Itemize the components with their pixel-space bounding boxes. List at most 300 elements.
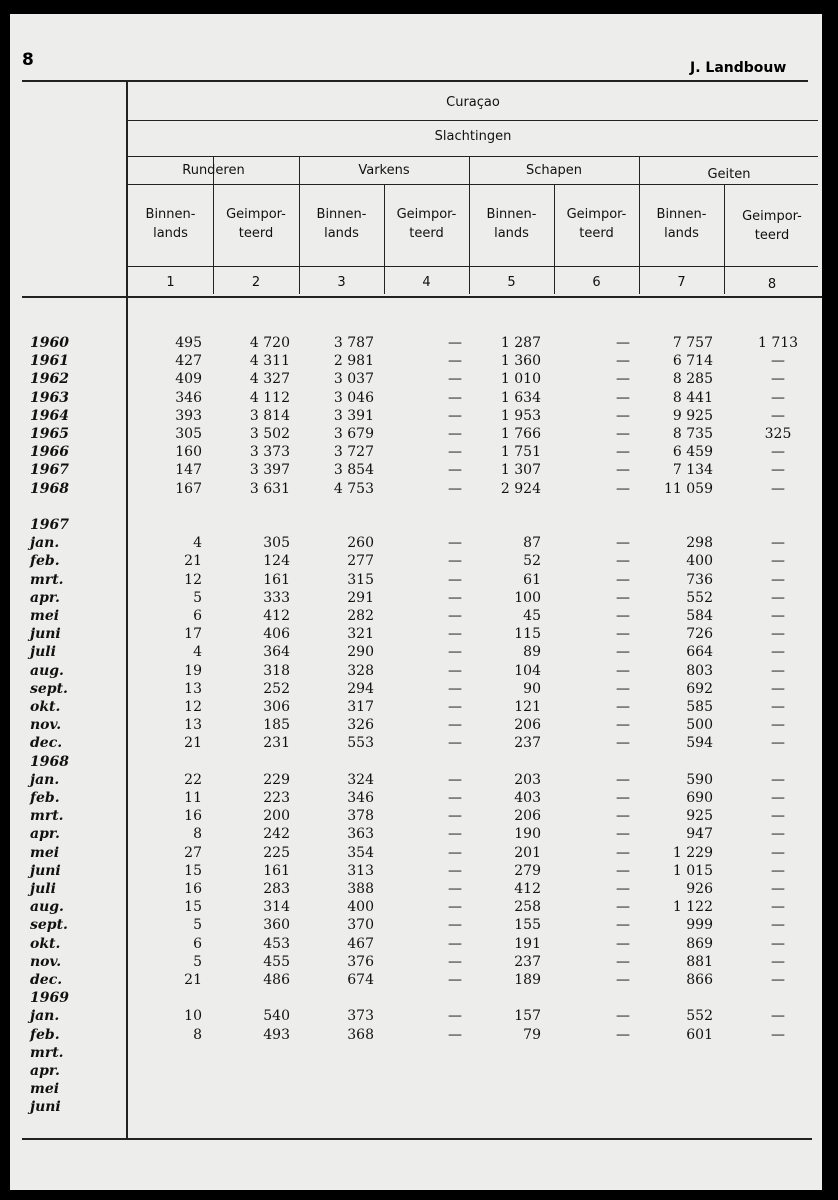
table-cell: 947 [686,826,713,843]
table-cell: 12 [184,699,202,715]
row-label: sept. [30,917,68,934]
table-cell-dash: — [448,444,462,461]
table-cell-dash: — [771,917,785,934]
table-cell-dash: — [448,1026,462,1043]
table-cell: 726 [686,626,713,643]
table-cell-dash: — [448,462,462,479]
table-row [10,1027,822,1045]
table-cell: 393 [175,407,202,424]
table-cell: 6 714 [672,353,713,370]
table-cell: 8 [193,1026,202,1043]
table-cell-dash: — [616,353,630,370]
table-cell-dash: — [616,462,630,479]
table-cell-dash: — [771,662,785,679]
table-cell: 12 [184,571,202,588]
table-cell-dash: — [448,917,462,934]
table-row [10,1045,822,1063]
table-cell-dash: — [616,535,630,552]
table-cell-dash: — [448,608,462,624]
table-cell: 552 [686,589,713,606]
table-cell-dash: — [448,717,462,734]
table-cell-dash: — [616,335,630,351]
table-cell: 373 [347,1008,374,1025]
table-cell: 403 [514,790,541,806]
table-cell: 803 [686,662,713,679]
table-row [10,881,822,899]
table-row [10,917,822,935]
table-cell: 400 [686,553,713,570]
table-cell: 16 [184,808,202,825]
table-cell: 552 [686,1008,713,1025]
table-cell: 282 [347,608,374,624]
table-cell-dash: — [448,426,462,442]
table-cell-dash: — [448,935,462,952]
table-row [10,899,822,917]
table-cell: 242 [263,826,290,843]
row-label: juli [30,644,56,661]
table-cell-dash: — [448,680,462,697]
table-cell-dash: — [448,571,462,588]
table-cell: 1 360 [500,353,541,370]
table-cell-dash: — [616,972,630,988]
running-header: J. Landbouw [690,60,787,76]
table-cell-dash: 325 [764,426,792,442]
row-label: 1960 [30,335,69,351]
table-cell: 27 [184,844,202,861]
table-cell: 1 751 [500,444,541,461]
table-cell: 406 [263,626,290,643]
table-cell: 21 [184,553,202,570]
table-cell-dash: — [616,571,630,588]
table-cell: 3 391 [333,407,374,424]
table-cell: 7 757 [672,335,713,351]
subheader-geimporteerd: Geimpor- teerd [742,209,802,243]
table-cell: 3 502 [249,426,290,442]
table-cell: 1 307 [500,462,541,479]
table-cell: 409 [175,371,202,388]
table-cell-dash: — [771,935,785,952]
table-cell-dash: — [448,389,462,406]
row-label: apr. [30,589,60,606]
row-label: dec. [30,972,63,988]
table-cell: 277 [347,553,374,570]
table-row [10,735,822,753]
table-cell-dash: — [616,553,630,570]
table-cell: 427 [175,353,202,370]
table-cell-dash: — [616,808,630,825]
row-label: dec. [30,735,63,752]
table-cell: 201 [514,844,541,861]
table-row [10,1008,822,1026]
table-cell-dash: — [771,535,785,552]
table-cell-dash: — [771,407,785,424]
table-cell-dash: — [448,1008,462,1025]
table-row [10,972,822,990]
row-label: 1966 [30,444,69,461]
table-cell-dash: — [771,881,785,897]
table-cell-dash: — [616,953,630,970]
table-row [10,371,822,389]
table-cell: 321 [347,626,374,643]
table-row [10,644,822,662]
row-label: 1968 [30,753,69,770]
table-cell-dash: — [771,571,785,588]
header-island: Curaçao [446,95,500,110]
table-cell: 388 [347,881,374,897]
table-row [10,481,822,499]
header-group-runderen: Runderen [182,163,245,178]
table-cell-dash: — [771,826,785,843]
row-label: feb. [30,1026,60,1043]
table-row [10,772,822,790]
table-cell-dash: — [771,735,785,752]
table-cell: 1 010 [500,371,541,388]
table-cell-dash: — [448,480,462,497]
table-cell: 9 925 [672,407,713,424]
row-label: mei [30,844,60,861]
table-cell: 45 [523,608,541,624]
table-cell-dash: — [616,935,630,952]
table-cell: 376 [347,953,374,970]
row-label: 1967 [30,462,69,479]
table-cell: 190 [514,826,541,843]
table-cell: 3 046 [333,389,374,406]
table-cell: 237 [514,735,541,752]
table-cell-dash: — [771,462,785,479]
header-group-varkens: Varkens [358,163,410,178]
table-cell: 290 [347,644,374,661]
subheader-binnenlands: Binnen- lands [486,207,537,241]
table-cell: 21 [184,972,202,988]
row-label: okt. [30,935,61,952]
table-cell-dash: — [616,608,630,624]
table-cell: 453 [263,935,290,952]
header-category: Slachtingen [434,129,512,144]
table-cell-dash: — [448,953,462,970]
table-cell: 500 [686,717,713,734]
table-cell-dash: — [771,371,785,388]
table-cell: 189 [514,972,541,988]
table-cell-dash: — [448,862,462,879]
table-row [10,826,822,844]
table-cell-dash: — [771,589,785,606]
table-cell: 486 [263,972,290,988]
row-label: 1961 [30,353,69,370]
table-cell: 5 [193,917,202,934]
table-cell: 191 [514,935,541,952]
table-cell: 3 397 [249,462,290,479]
row-label: sept. [30,680,68,697]
table-cell-dash: — [616,644,630,661]
table-cell-dash: — [771,972,785,988]
row-label: okt. [30,699,61,715]
table-cell: 315 [347,571,374,588]
table-cell: 313 [347,862,374,879]
table-cell: 324 [347,771,374,788]
row-label: 1962 [30,371,69,388]
table-cell-dash: — [616,771,630,788]
table-cell-dash: — [771,808,785,825]
row-label: 1969 [30,990,69,1007]
column-number: 5 [507,275,516,290]
table-cell: 467 [347,935,374,952]
table-cell: 692 [686,680,713,697]
table-row [10,754,822,772]
table-row [10,426,822,444]
table-cell: 3 814 [249,407,290,424]
row-label: mei [30,1081,60,1098]
table-cell-dash: — [448,972,462,988]
table-cell-dash: — [771,644,785,661]
table-cell: 590 [686,771,713,788]
table-cell: 11 059 [664,480,713,497]
table-cell-dash: — [616,699,630,715]
column-number: 6 [592,275,601,290]
table-cell-dash: — [448,699,462,715]
table-cell: 333 [263,589,290,606]
table-cell: 3 037 [333,371,374,388]
table-cell: 121 [514,699,541,715]
table-cell-dash: — [448,535,462,552]
table-row [10,990,822,1008]
table-cell: 225 [263,844,290,861]
row-label: 1964 [30,407,69,424]
table-row [10,954,822,972]
column-number: 4 [422,275,431,290]
table-cell: 21 [184,735,202,752]
table-cell: 1 122 [672,899,713,916]
table-cell: 200 [263,808,290,825]
table-row [10,663,822,681]
table-cell: 4 753 [333,480,374,497]
table-cell: 161 [263,862,290,879]
table-row [10,1063,822,1081]
table-cell: 2 924 [500,480,541,497]
table-cell-dash: — [771,844,785,861]
column-number: 2 [251,275,261,290]
table-row [10,626,822,644]
table-cell-dash: — [448,826,462,843]
table-cell-dash: — [771,680,785,697]
column-number: 1 [166,275,175,290]
table-cell: 3 679 [333,426,374,442]
table-cell: 3 727 [333,444,374,461]
table-cell: 6 459 [672,444,713,461]
table-row [10,390,822,408]
table-cell: 10 [184,1008,202,1025]
table-cell: 364 [263,644,290,661]
table-cell: 252 [263,680,290,697]
table-cell: 52 [523,553,541,570]
row-label: mrt. [30,1044,64,1061]
table-cell: 354 [347,844,374,861]
table-cell: 601 [686,1026,713,1043]
table-cell: 346 [175,389,202,406]
row-label: mrt. [30,808,64,825]
table-cell-dash: — [771,862,785,879]
table-cell: 3 631 [249,480,290,497]
table-cell: 206 [514,717,541,734]
table-cell: 298 [686,535,713,552]
table-cell-dash: — [771,553,785,570]
table-cell: 1 015 [672,862,713,879]
table-cell: 306 [263,699,290,715]
table-cell: 203 [514,771,541,788]
table-cell-dash: — [771,717,785,734]
table-cell: 167 [175,480,202,497]
table-row [10,335,822,353]
row-label: nov. [30,953,62,970]
row-label: 1968 [30,480,69,497]
table-cell: 3 787 [333,335,374,351]
header-group-geiten: Geiten [707,167,751,182]
table-cell: 16 [184,881,202,897]
subheader-binnenlands: Binnen- lands [656,207,707,241]
table-cell: 2 981 [333,353,374,370]
table-cell-dash: — [448,899,462,916]
table-cell: 594 [686,735,713,752]
table-cell: 15 [184,862,202,879]
table-cell-dash: — [771,790,785,806]
table-cell-dash: — [616,407,630,424]
table-cell: 1 953 [500,407,541,424]
table-cell: 584 [686,608,713,624]
table-cell-dash: — [448,353,462,370]
table-row [10,608,822,626]
table-row [10,535,822,553]
table-cell: 90 [523,680,541,697]
table-row [10,936,822,954]
column-number: 8 [767,277,777,292]
table-row [10,444,822,462]
table-cell-dash: — [448,644,462,661]
table-cell: 378 [347,808,374,825]
table-row [10,681,822,699]
table-cell: 8 [193,826,202,843]
table-row [10,1081,822,1099]
table-cell: 206 [514,808,541,825]
row-label: jan. [30,535,60,552]
table-cell: 736 [686,571,713,588]
page-number: 8 [22,50,34,70]
table-cell: 4 [193,535,202,552]
table-cell: 15 [184,899,202,916]
table-cell: 585 [686,699,713,715]
table-cell-dash: — [448,771,462,788]
table-row [10,1099,822,1117]
table-cell-dash: — [616,1026,630,1043]
table-cell-dash: — [771,953,785,970]
table-cell-dash: — [616,881,630,897]
table-cell: 61 [523,571,541,588]
table-cell-dash: — [771,480,785,497]
table-cell-dash: 1 713 [758,335,799,351]
table-cell: 5 [193,589,202,606]
table-cell: 493 [263,1026,290,1043]
table-cell-dash: — [448,371,462,388]
table-cell-dash: — [448,808,462,825]
table-cell-dash: — [616,371,630,388]
table-row [10,790,822,808]
table-cell: 305 [263,535,290,552]
document-page [10,14,822,1190]
table-cell-dash: — [616,662,630,679]
table-cell: 161 [263,571,290,588]
table-row [10,717,822,735]
table-cell: 4 327 [249,371,290,388]
table-cell: 223 [263,790,290,806]
table-cell: 4 311 [249,353,290,370]
table-cell-dash: — [448,844,462,861]
table-cell: 881 [686,953,713,970]
table-cell: 17 [184,626,202,643]
table-cell-dash: — [771,444,785,461]
table-row [10,590,822,608]
table-cell: 79 [523,1026,541,1043]
table-cell-dash: — [616,426,630,442]
table-cell-dash: — [616,826,630,843]
table-cell: 283 [263,881,290,897]
table-cell: 999 [686,917,713,934]
table-cell-dash: — [616,862,630,879]
row-label: 1967 [30,517,69,533]
row-label: feb. [30,790,60,806]
table-cell: 326 [347,717,374,734]
table-cell: 258 [514,899,541,916]
table-row [10,517,822,535]
table-cell: 260 [347,535,374,552]
table-cell: 540 [263,1008,290,1025]
table-cell: 314 [263,899,290,916]
table-cell-dash: — [448,335,462,351]
subheader-geimporteerd: Geimpor- teerd [226,207,286,241]
column-number: 3 [337,275,346,290]
row-label: juni [30,862,61,879]
table-row [10,808,822,826]
table-cell-dash: — [448,407,462,424]
table-cell: 690 [686,790,713,806]
table-cell: 328 [347,662,374,679]
table-cell: 22 [184,771,202,788]
table-cell-dash: — [448,662,462,679]
table-cell-dash: — [448,881,462,897]
table-cell: 1 287 [500,335,541,351]
table-cell-dash: — [616,917,630,934]
table-cell: 160 [175,444,202,461]
table-cell: 294 [347,680,374,697]
table-cell-dash: — [771,626,785,643]
table-cell: 869 [686,935,713,952]
table-cell: 553 [347,735,374,752]
table-cell-dash: — [771,1008,785,1025]
table-cell: 674 [347,972,374,988]
table-cell: 495 [175,335,202,351]
table-cell-dash: — [771,389,785,406]
table-cell: 925 [686,808,713,825]
row-label: 1965 [30,426,69,442]
table-cell: 4 720 [249,335,290,351]
table-cell: 360 [263,917,290,934]
row-label: juni [30,626,61,643]
table-cell: 455 [263,953,290,970]
row-label: jan. [30,771,60,788]
table-cell-dash: — [616,735,630,752]
table-cell: 291 [347,589,374,606]
table-row [10,462,822,480]
table-cell: 4 [193,644,202,661]
table-cell: 229 [263,771,290,788]
table-cell: 317 [347,699,374,715]
